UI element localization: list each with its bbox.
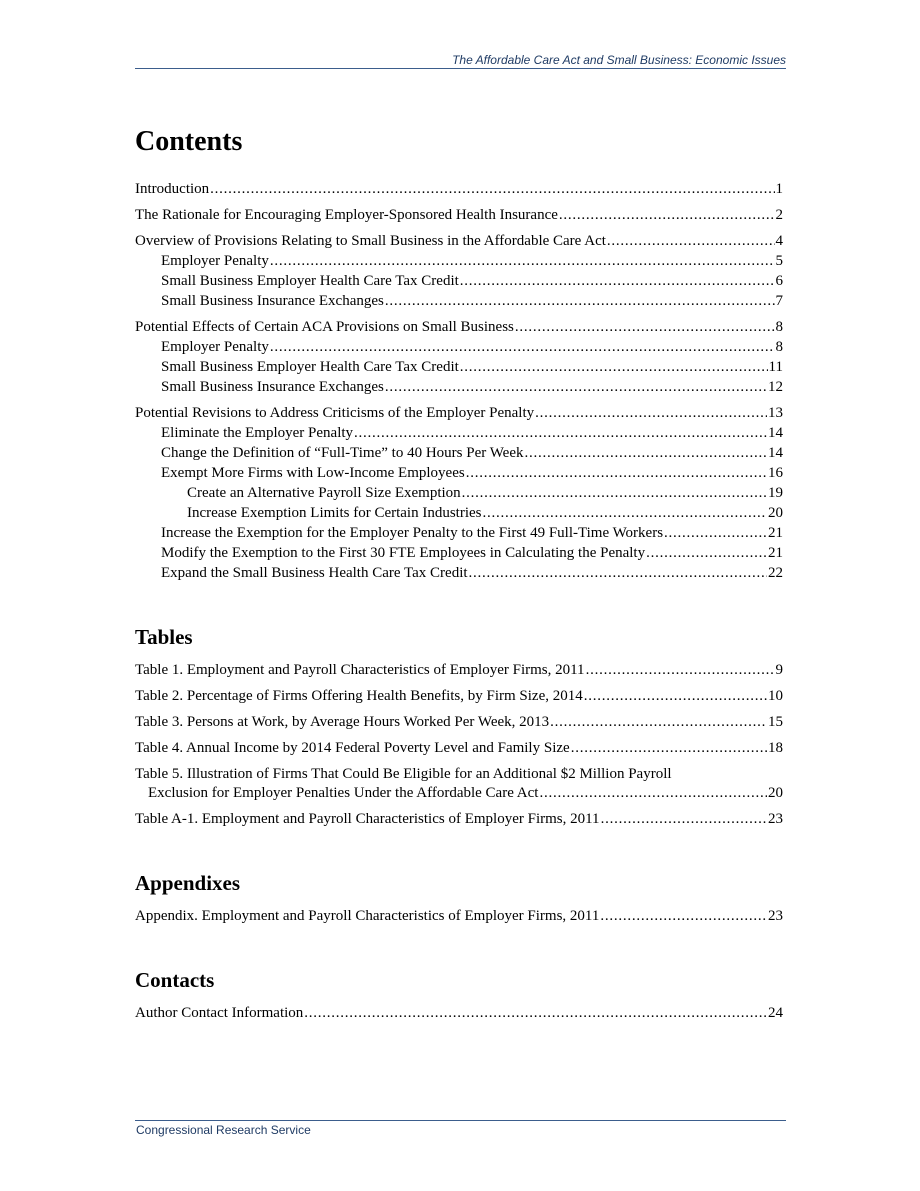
appendixes-block [135, 869, 783, 926]
toc-entry[interactable]: Potential Effects of Certain ACA Provisions on Small Business . . . 8 [135, 318, 783, 337]
toc-entry[interactable]: Author Contact Information . . . 24 [135, 1004, 783, 1023]
running-header: The Affordable Care Act and Small Business: Economic Issues [452, 53, 786, 67]
contents-title: Contents [135, 126, 243, 157]
contents-block [135, 122, 783, 583]
toc-entry[interactable]: Small Business Insurance Exchanges . . . 12 [135, 378, 783, 397]
toc-entry[interactable]: Table 1. Employment and Payroll Characteristics of Employer Firms, 2011 . . . 9 [135, 661, 783, 680]
toc-entry[interactable]: Increase the Exemption for the Employer Penalty to the First 49 Full-Time Workers . . . 21 [135, 524, 783, 543]
toc-entry[interactable]: Employer Penalty . . . 5 [135, 252, 783, 271]
toc-entry[interactable]: Introduction . . . 1 [135, 180, 783, 199]
toc-entry[interactable]: Increase Exemption Limits for Certain Industries . . . 20 [135, 504, 783, 523]
toc-entry[interactable]: Modify the Exemption to the First 30 FTE Employees in Calculating the Penalty . . . 21 [135, 544, 783, 563]
contacts-block [135, 966, 783, 1023]
toc-entry[interactable]: Table 4. Annual Income by 2014 Federal Poverty Level and Family Size . . . 18 [135, 739, 783, 758]
footer-text: Congressional Research Service [136, 1123, 311, 1137]
toc-entry[interactable]: Appendix. Employment and Payroll Characteristics of Employer Firms, 2011 . . . 23 [135, 907, 783, 926]
contacts-title: Contacts [135, 968, 215, 992]
toc-entry[interactable]: Eliminate the Employer Penalty . . . 14 [135, 424, 783, 443]
toc-entry[interactable]: Table 3. Persons at Work, by Average Hours Worked Per Week, 2013 . . . 15 [135, 713, 783, 732]
toc-entry[interactable]: Table 5. Illustration of Firms That Could Be Eligible for an Additional $2 Million Payroll Exclusion for Employer Penalties Under the Affordable Care Act . . . 20 [135, 765, 783, 803]
toc-entry[interactable]: Expand the Small Business Health Care Tax Credit . . . 22 [135, 564, 783, 583]
toc-entry[interactable]: Create an Alternative Payroll Size Exemption . . . 19 [135, 484, 783, 503]
toc-entry[interactable]: Overview of Provisions Relating to Small Business in the Affordable Care Act . . . 4 [135, 232, 783, 251]
toc-entry[interactable]: Small Business Employer Health Care Tax Credit . . . 6 [135, 272, 783, 291]
toc-entry[interactable]: Change the Definition of “Full-Time” to 40 Hours Per Week . . . 14 [135, 444, 783, 463]
tables-title: Tables [135, 625, 193, 649]
appendixes-title: Appendixes [135, 871, 241, 895]
toc-entry[interactable]: Employer Penalty . . . 8 [135, 338, 783, 357]
toc-entry[interactable]: Potential Revisions to Address Criticisms of the Employer Penalty . . . 13 [135, 404, 783, 423]
toc-entry[interactable]: Table A-1. Employment and Payroll Characteristics of Employer Firms, 2011 . . . 23 [135, 810, 783, 829]
toc-entry[interactable]: The Rationale for Encouraging Employer-Sponsored Health Insurance . . . 2 [135, 206, 783, 225]
toc-entry[interactable]: Exempt More Firms with Low-Income Employees . . . 16 [135, 464, 783, 483]
tables-block [135, 623, 783, 829]
toc-entry[interactable]: Table 2. Percentage of Firms Offering Health Benefits, by Firm Size, 2014 . . . 10 [135, 687, 783, 706]
toc-entry[interactable]: Small Business Employer Health Care Tax Credit . . . 11 [135, 358, 783, 377]
footer-rule [135, 1120, 786, 1121]
header-rule [135, 68, 786, 69]
toc-entry[interactable]: Small Business Insurance Exchanges . . . 7 [135, 292, 783, 311]
table-of-contents [135, 122, 783, 1063]
